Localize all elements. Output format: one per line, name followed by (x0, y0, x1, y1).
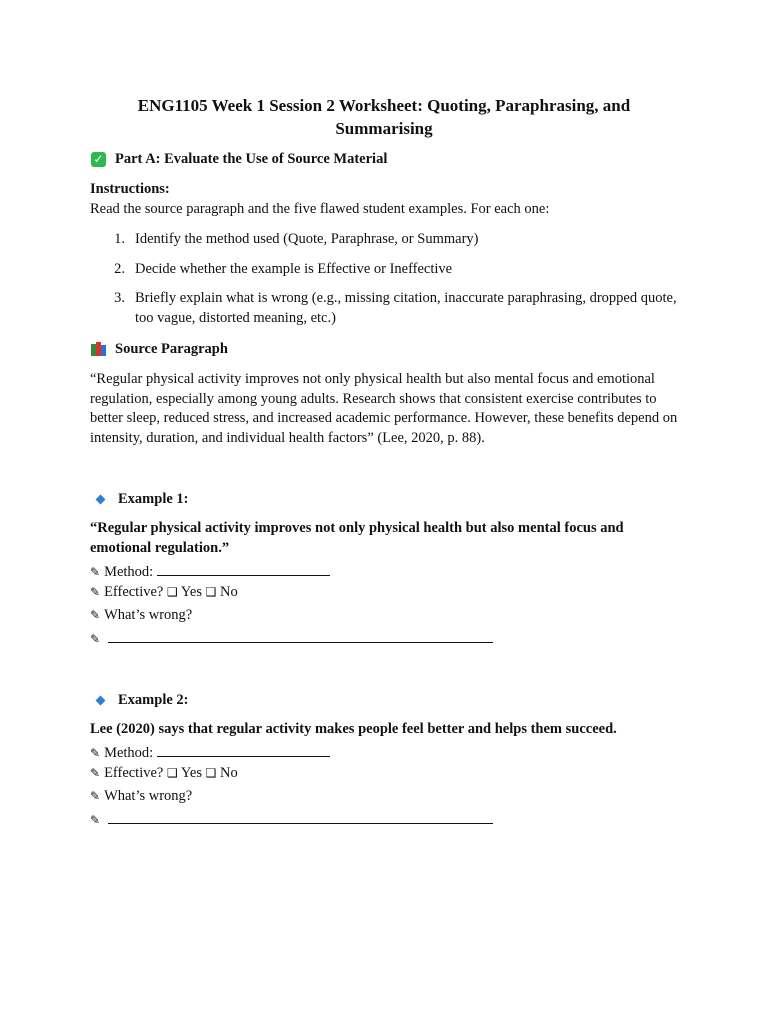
yes-checkbox[interactable]: ❑ (167, 585, 178, 599)
list-item-text: Decide whether the example is Effective or Ineffective (135, 260, 453, 277)
example-1-heading (93, 490, 188, 508)
whats-wrong-answer-blank[interactable] (108, 628, 493, 643)
example-2-method-row (90, 742, 330, 764)
example-2-heading (93, 691, 188, 709)
part-a-heading-text: Part A: Evaluate the Use of Source Material (115, 151, 388, 167)
instructions-list (90, 230, 680, 328)
example-2-wrong-row (90, 787, 192, 807)
example-2-answer-row (90, 809, 493, 831)
example-1-answer-row (90, 628, 493, 650)
pencil-icon: ✎ (90, 813, 101, 827)
worksheet-title: ENG1105 Week 1 Session 2 Worksheet: Quoting, Paraphrasing, and Summarising (137, 96, 631, 138)
example-1-method-row (90, 561, 330, 583)
no-label: No (219, 765, 238, 781)
pencil-icon: ✎ (90, 632, 101, 646)
method-label: Method: (104, 745, 154, 761)
diamond-bullet-icon (96, 695, 106, 705)
part-a-heading (91, 150, 387, 168)
pencil-icon: ✎ (90, 789, 101, 803)
books-icon (91, 342, 107, 356)
list-item-number: 1. (114, 231, 125, 247)
no-checkbox[interactable]: ❑ (205, 766, 217, 780)
check-mark-button-icon: ✓ (91, 152, 106, 167)
example-2-heading-text: Example 2: (118, 692, 189, 708)
source-paragraph: “Regular physical activity improves not only physical health but also mental focus and emotional regulation, especially among young adults. Research shows that consistent exercise contributes to better sleep, reduced stress, and increased academic performance. However, these benefits depend on intensity, duration, and individual health factors” (Lee, 2020, p. 88). (90, 371, 678, 446)
method-answer-blank[interactable] (157, 742, 330, 757)
pencil-icon: ✎ (90, 746, 101, 760)
list-item-number: 2. (114, 260, 125, 277)
no-checkbox[interactable]: ❑ (205, 585, 217, 599)
pencil-icon: ✎ (90, 565, 101, 579)
diamond-bullet-icon (96, 494, 106, 504)
yes-label: Yes (180, 584, 202, 600)
list-item (90, 260, 680, 280)
list-item (90, 289, 680, 328)
list-item-text: Briefly explain what is wrong (e.g., missing citation, inaccurate paraphrasing, dropped quote, too vague, distorted meaning, etc.) (135, 290, 677, 326)
instructions-label: Instructions: (90, 181, 170, 197)
example-2-text: Lee (2020) says that regular activity makes people feel better and helps them succeed. (90, 721, 617, 737)
yes-checkbox[interactable]: ❑ (167, 766, 178, 780)
list-item-text: Identify the method used (Quote, Paraphrase, or Summary) (135, 231, 479, 247)
effective-label: Effective? (104, 765, 164, 781)
example-1-effective-row (90, 583, 238, 603)
example-2-effective-row (90, 764, 238, 784)
example-1-text: “Regular physical activity improves not only physical health but also mental focus and emotional regulation.” (90, 520, 624, 556)
list-item (90, 230, 680, 250)
whats-wrong-label: What’s wrong? (104, 607, 193, 623)
whats-wrong-answer-blank[interactable] (108, 809, 493, 824)
no-label: No (219, 584, 238, 600)
example-1-wrong-row (90, 606, 192, 626)
pencil-icon: ✎ (90, 585, 101, 599)
list-item-number: 3. (114, 290, 125, 306)
effective-label: Effective? (104, 584, 164, 600)
instructions-text: Read the source paragraph and the five flawed student examples. For each one: (90, 201, 550, 217)
yes-label: Yes (180, 765, 202, 781)
method-answer-blank[interactable] (157, 561, 330, 576)
pencil-icon: ✎ (90, 766, 101, 780)
whats-wrong-label: What’s wrong? (104, 788, 193, 804)
source-heading-text: Source Paragraph (115, 341, 228, 357)
method-label: Method: (104, 564, 154, 580)
pencil-icon: ✎ (90, 608, 101, 622)
example-1-heading-text: Example 1: (118, 491, 189, 507)
source-heading (91, 340, 228, 358)
